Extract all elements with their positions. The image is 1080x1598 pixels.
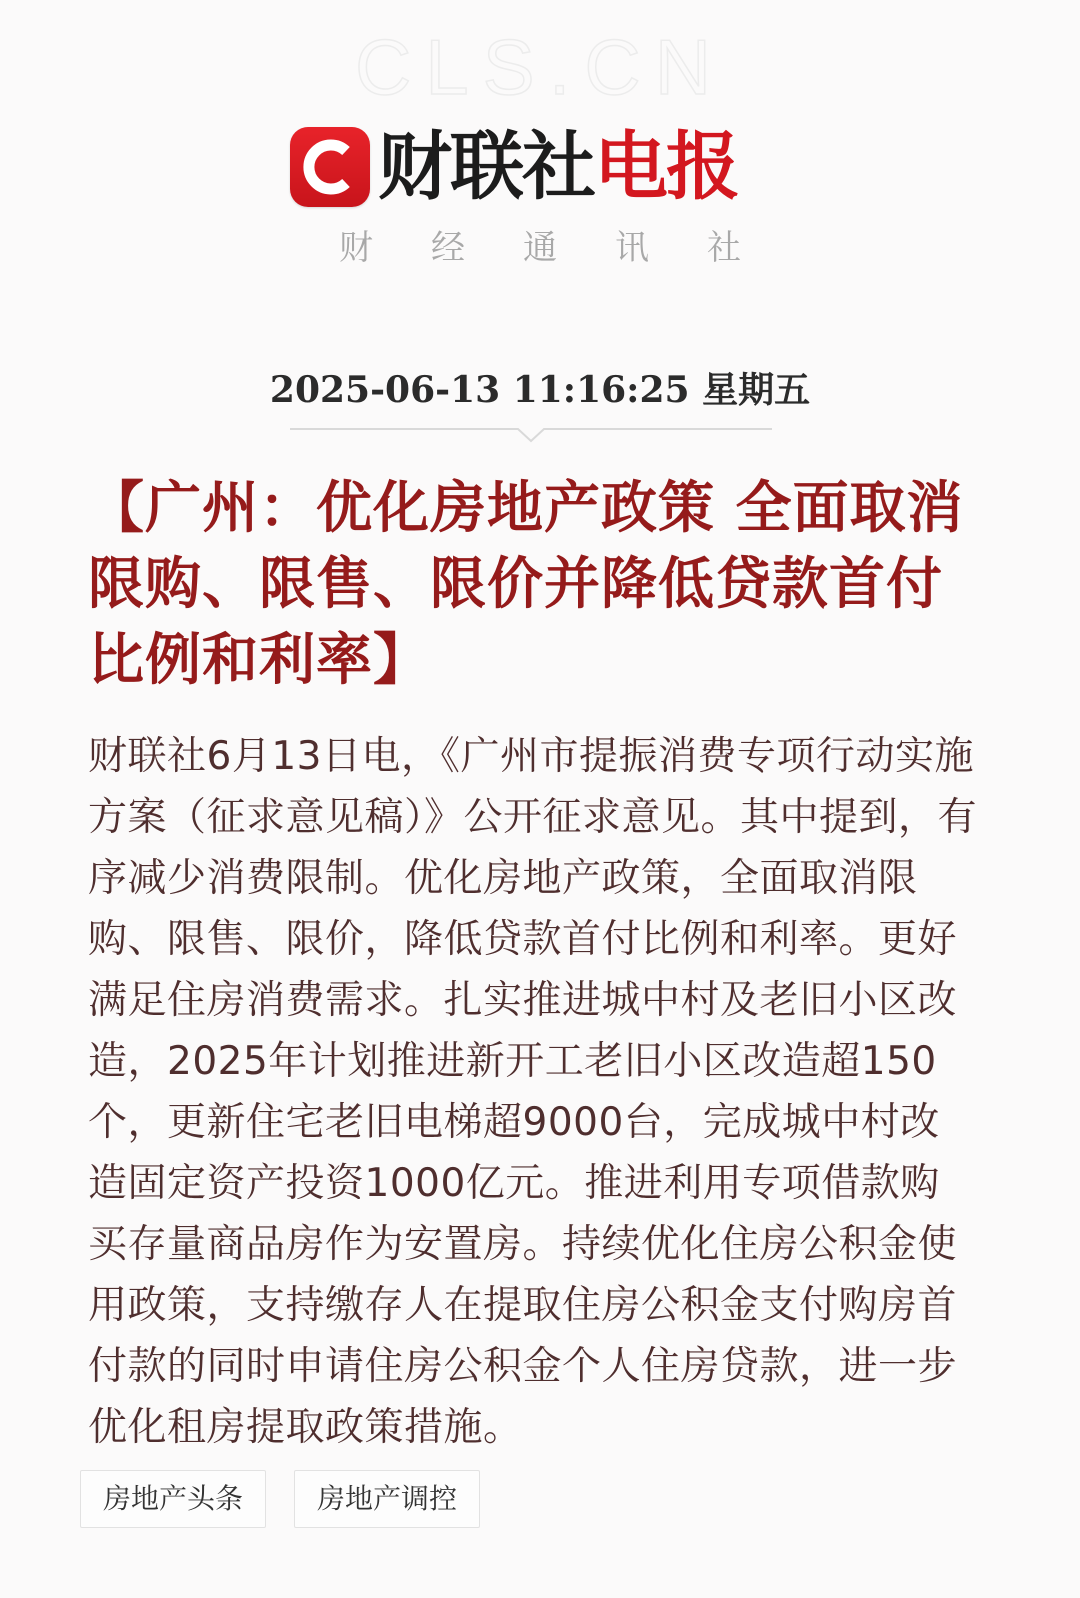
tagline-char: 通 [523, 228, 557, 268]
tag-real-estate-headlines[interactable]: 房地产头条 [80, 1470, 266, 1528]
tag-real-estate-regulation[interactable]: 房地产调控 [294, 1470, 480, 1528]
brand-name-dark: 财联社 [378, 124, 594, 210]
cls-c-logo-icon [290, 127, 370, 207]
brand-name [378, 122, 738, 212]
brand-tagline [0, 228, 1080, 268]
tag-list [80, 1470, 480, 1528]
tagline-char: 社 [707, 228, 741, 268]
tagline-char: 讯 [615, 228, 649, 268]
brand-name-red: 电报 [594, 124, 738, 210]
datetime-divider [290, 426, 772, 446]
article-datetime: 2025-06-13 11:16:25 星期五 [269, 369, 811, 411]
tagline-char: 经 [431, 228, 465, 268]
tagline-char: 财 [339, 228, 373, 268]
article-headline: 【广州：优化房地产政策 全面取消限购、限售、限价并降低贷款首付比例和利率】 [88, 475, 964, 693]
watermark-text: CLS.CN [354, 23, 726, 111]
article-body: 财联社6月13日电，《广州市提振消费专项行动实施方案（征求意见稿）》公开征求意见。其中提到，有序减少消费限制。优化房地产政策，全面取消限购、限售、限价，降低贷款首付比例和利率。更好满足住房消费需求。扎实推进城中村及老旧小区改造，2025年计划推进新开工老旧小区改造超150个，更新住宅老旧电梯超9000台，完成城中村改造固定资产投资1000亿元。推进利用专项借款购买存量商品房作为安置房。持续优化住房公积金使用政策，支持缴存人在提取住房公积金支付购房首付款的同时申请住房公积金个人住房贷款，进一步优化租房提取政策措施。 [88, 734, 978, 1450]
brand-logo [290, 122, 738, 212]
